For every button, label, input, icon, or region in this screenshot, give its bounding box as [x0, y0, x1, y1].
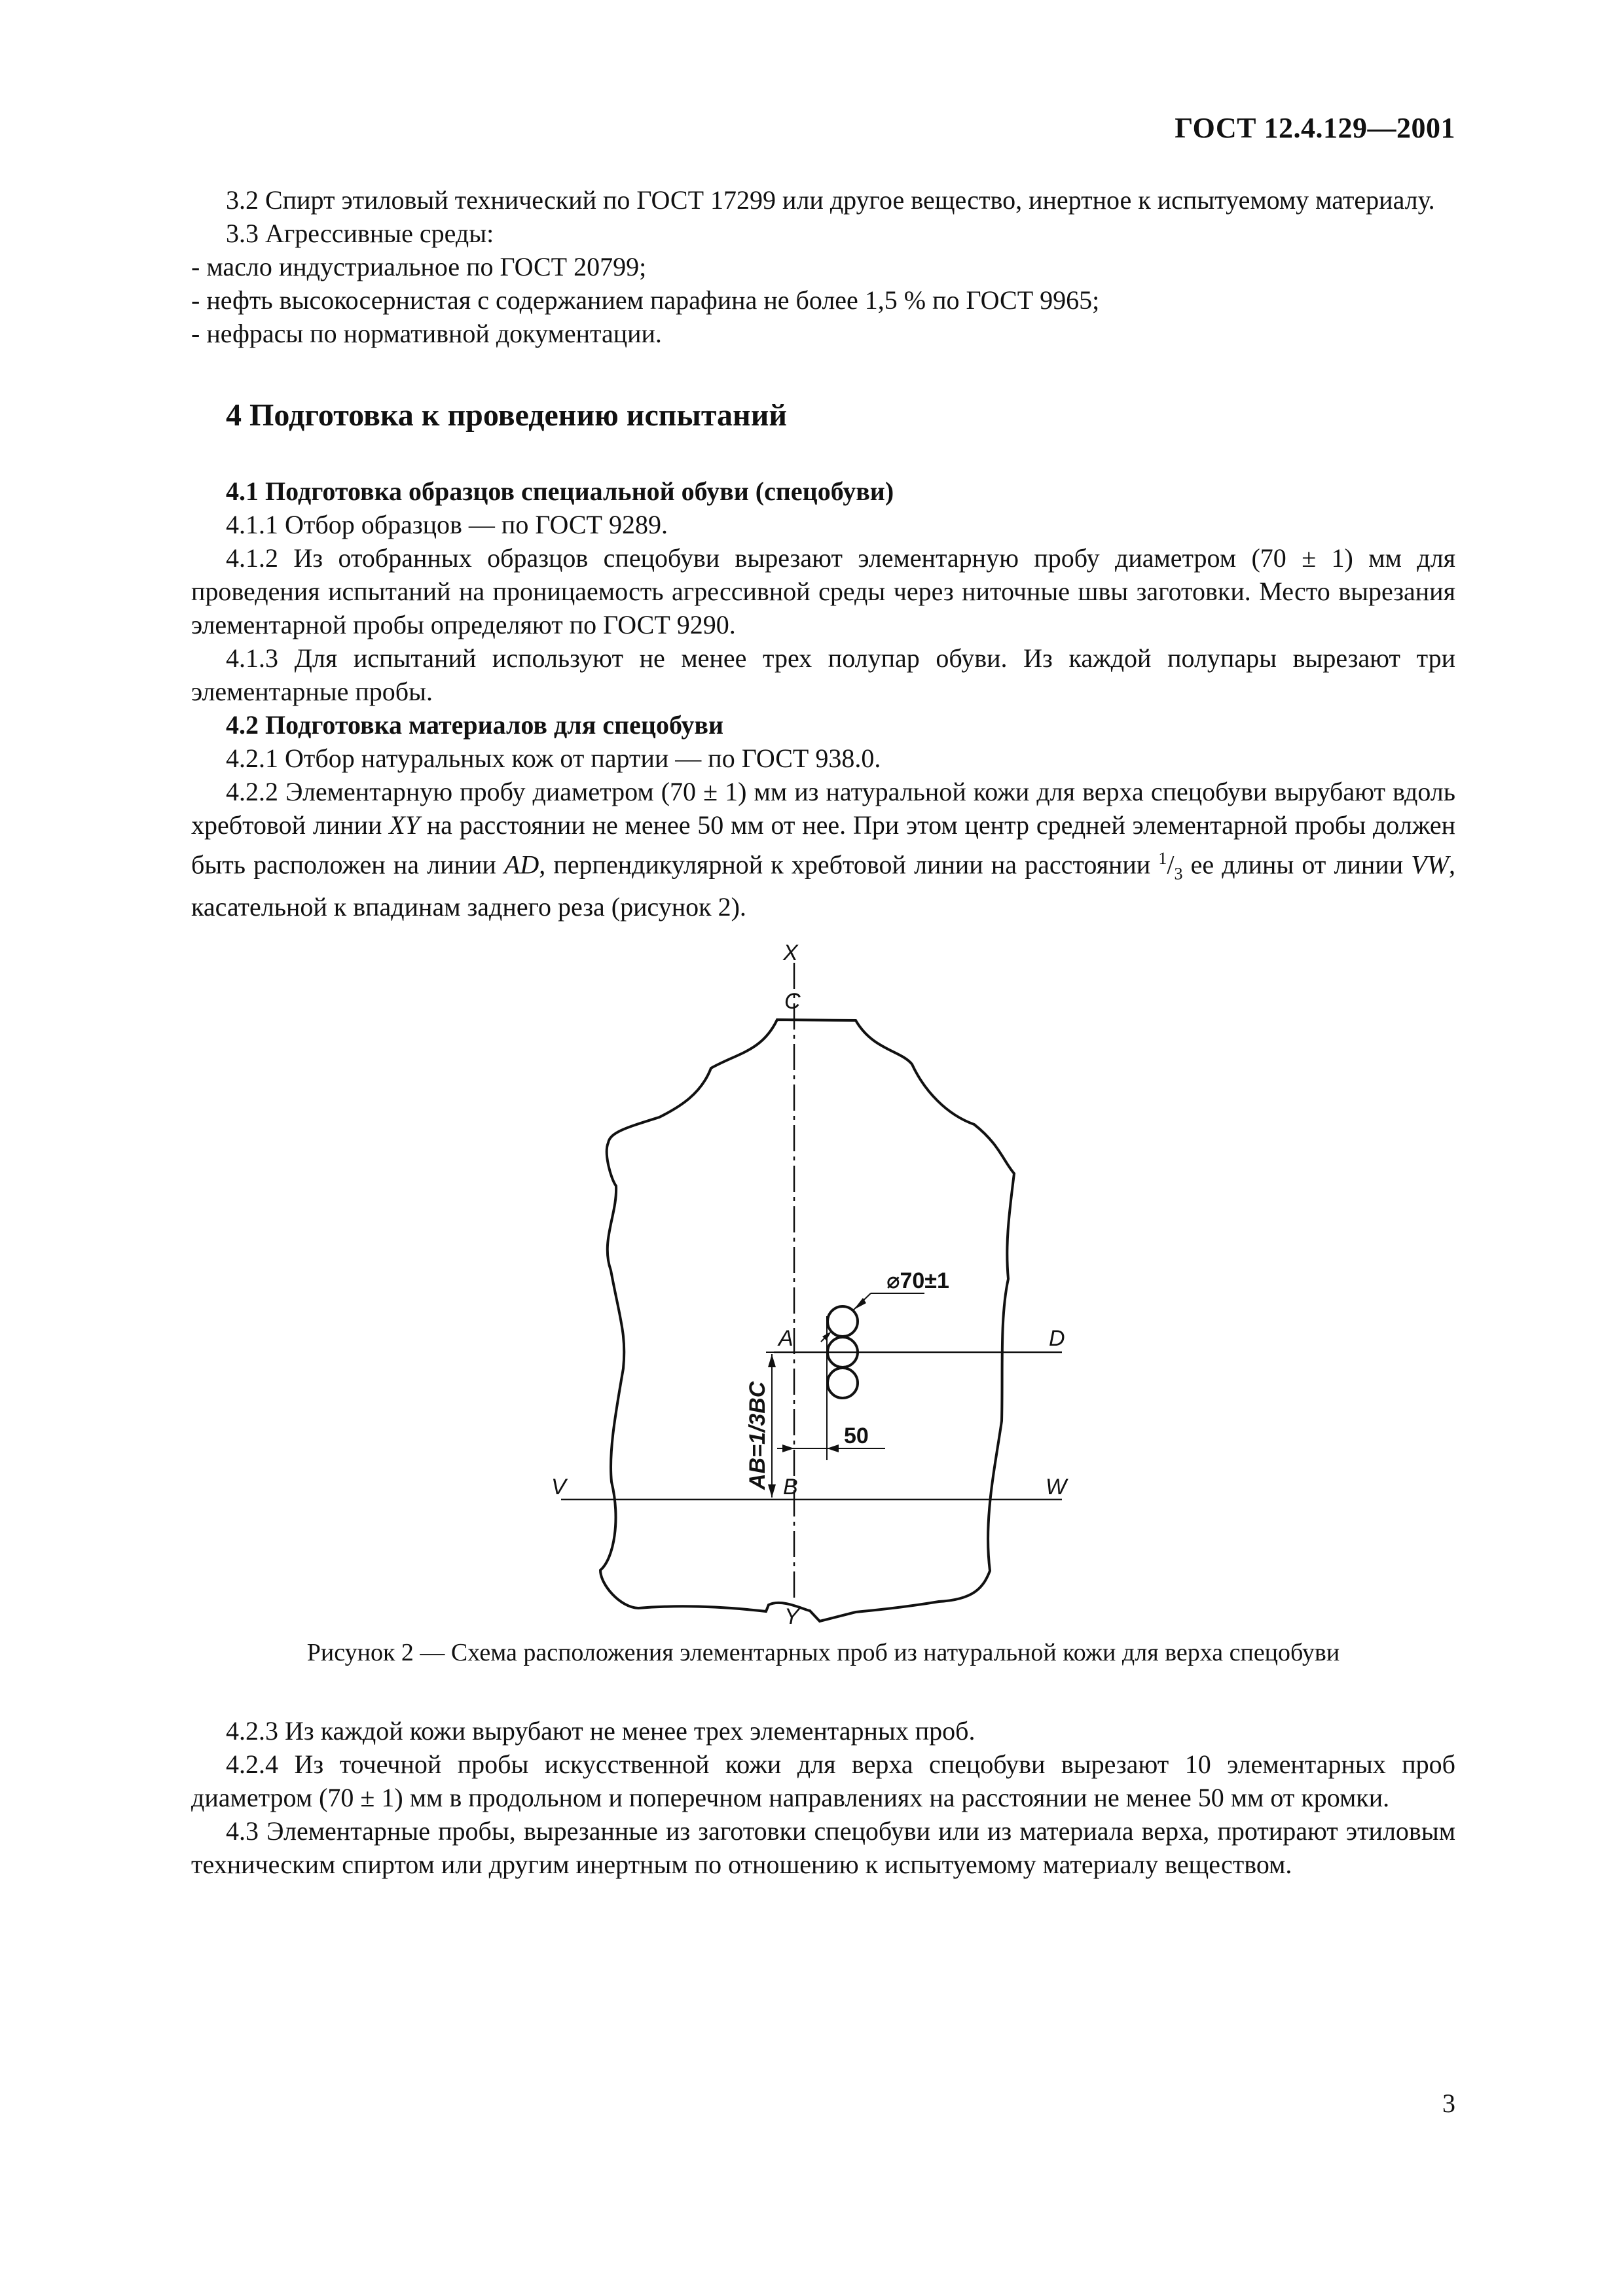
section-4-title: 4 Подготовка к проведению испытаний	[226, 398, 788, 433]
paragraph-4-1-3: 4.1.3 Для испытаний используют не менее трех полупар обуви. Из каждой полупары вырезают три элементарные пробы.	[191, 643, 1455, 706]
list-item: - нефть высокосернистая с содержанием парафина не более 1,5 % по ГОСТ 9965;	[191, 285, 1100, 315]
label-w: W	[1046, 1475, 1067, 1500]
subsection-4-1-title: 4.1 Подготовка образцов специальной обуви (спецобуви)	[226, 476, 894, 506]
paragraph-4-2-2: 4.2.2 Элементарную пробу диаметром (70 ± 1) мм из натуральной кожи для верха спецобуви вырубают вдоль хребтовой линии XY на расстоянии не менее 50 мм от нее. При этом центр средней элементарной пробы должен быть расположен на линии AD, перпендикулярной к хребтовой линии на расстоянии $^1/_3$ ее длины от линии VW, касательной к впадинам заднего реза (рисунок 2).	[191, 777, 1456, 922]
paragraph-4-2-4: 4.2.4 Из точечной пробы искусственной кожи для верха спецобуви вырезают 10 элементарных проб диаметром (70 ± 1) мм в продольном и поперечном направлениях на расстоянии не менее 50 мм от кромки.	[191, 1749, 1455, 1813]
page-number: 3	[1442, 2089, 1455, 2118]
label-b: B	[783, 1475, 798, 1500]
arrow-icon	[782, 1444, 794, 1452]
paragraph-4-2-3: 4.2.3 Из каждой кожи вырубают не менее трех элементарных проб.	[226, 1716, 976, 1746]
page-content	[191, 183, 1455, 1881]
arrow-icon	[827, 1444, 839, 1452]
label-v: V	[551, 1475, 566, 1500]
subsection-4-2-title: 4.2 Подготовка материалов для спецобуви	[226, 710, 724, 740]
paragraph-4-2-1: 4.2.1 Отбор натуральных кож от партии — по ГОСТ 938.0.	[226, 744, 881, 773]
label-x: X	[783, 943, 798, 966]
sample-circle	[828, 1306, 858, 1336]
label-dist: 50	[844, 1424, 869, 1449]
hide-outline	[600, 1020, 1014, 1621]
paragraph-4-3: 4.3 Элементарные пробы, вырезанные из заготовки спецобуви или из материала верха, протирают этиловым техническим спиртом или другим инертным по отношению к испытуемому материалу веществом.	[191, 1816, 1455, 1880]
hide-diagram	[191, 943, 1455, 1630]
paragraph-3-2: 3.2 Спирт этиловый технический по ГОСТ 17299 или другое вещество, инертное к испытуемому материалу.	[226, 185, 1435, 215]
document-header: ГОСТ 12.4.129—2001	[1175, 112, 1455, 144]
label-ab: AB=1/3BC	[745, 1381, 770, 1490]
list-item: - нефрасы по нормативной документации.	[191, 319, 662, 348]
label-a: A	[778, 1326, 793, 1352]
label-y: Y	[784, 1604, 799, 1630]
label-diameter: ⌀70±1	[886, 1268, 949, 1294]
figure-caption: Рисунок 2 — Схема расположения элементарных проб из натуральной кожи для верха спецобуви	[306, 1639, 1340, 1667]
paragraph-4-1-2: 4.1.2 Из отобранных образцов спецобуви вырезают элементарную пробу диаметром (70 ± 1) мм для проведения испытаний на проницаемость агрессивной среды через ниточные швы заготовки. Место вырезания элементарной пробы определяют по ГОСТ 9290.	[191, 543, 1455, 639]
list-item: - масло индустриальное по ГОСТ 20799;	[191, 252, 647, 281]
sample-circle	[828, 1368, 858, 1398]
label-c: C	[784, 989, 801, 1014]
paragraph-4-1-1: 4.1.1 Отбор образцов — по ГОСТ 9289.	[226, 510, 668, 539]
label-d: D	[1049, 1326, 1065, 1352]
paragraph-3-3: 3.3 Агрессивные среды:	[226, 219, 494, 248]
figure-2	[191, 943, 1455, 1630]
arrow-icon	[768, 1354, 776, 1367]
